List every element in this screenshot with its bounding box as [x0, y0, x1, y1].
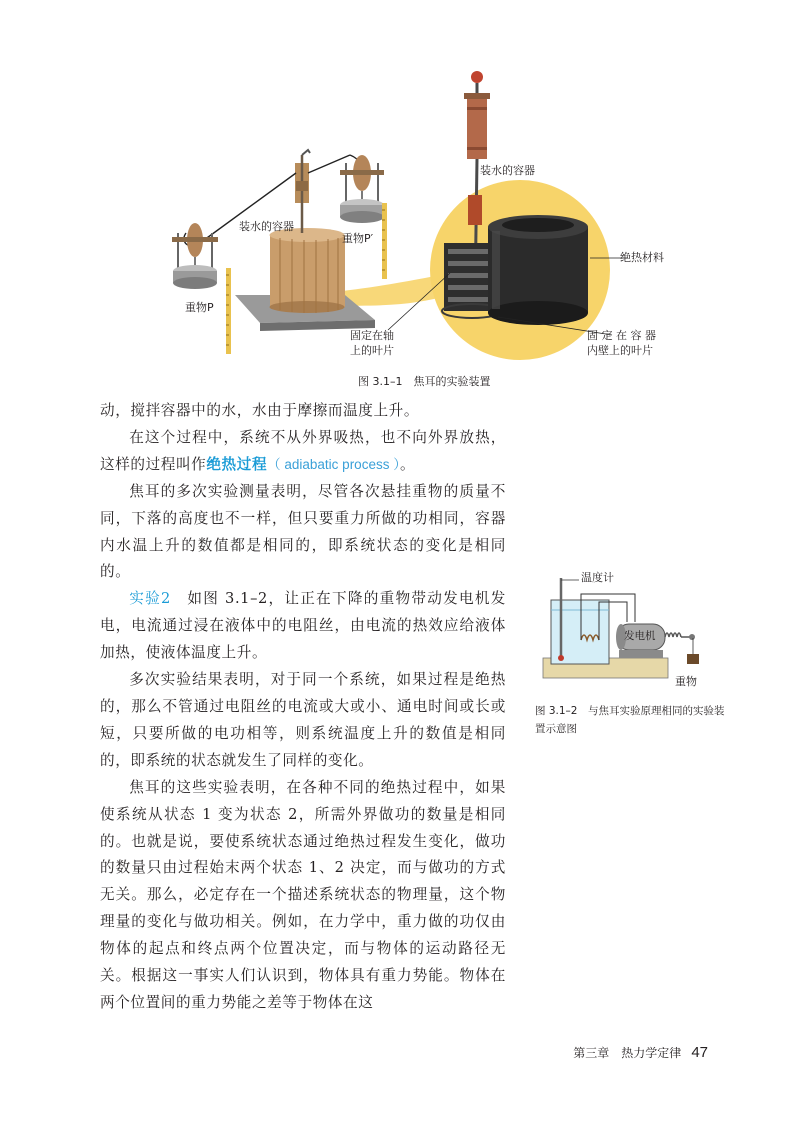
paragraph [100, 479, 506, 587]
paragraph [100, 586, 506, 667]
label-blades-wall-line2: 内壁上的叶片 [587, 344, 653, 357]
paragraph [100, 667, 506, 775]
paragraph-5-text: 多次实验结果表明，对于同一个系统，如果过程是绝热的，那么不管通过电阻丝的电流或大或小、通电时间或长或短，只要所做的电功相等，则系统温度上升的数值是相同的，即系统的状态就发生了同样的变化。 [100, 671, 506, 769]
body-text [100, 398, 506, 1017]
term-english: （ adiabatic process ） [267, 456, 400, 472]
page-footer [573, 1044, 708, 1061]
label-water-container-left: 装水的容器 [239, 220, 294, 233]
paragraph [100, 398, 506, 425]
label-insulation: 绝热材料 [620, 251, 664, 264]
label-blades-axis-line1: 固定在轴 [350, 329, 394, 342]
label-weight-p-prime: 重物P′ [342, 232, 374, 245]
chapter-title: 第三章 热力学定律 [573, 1046, 682, 1060]
paragraph-1-text: 动，搅拌容器中的水，水由于摩擦而温度上升。 [100, 402, 420, 419]
figure1-caption: 图 3.1–1 焦耳的实验装置 [358, 375, 491, 388]
paragraph-3-text: 焦耳的多次实验测量表明，尽管各次悬挂重物的质量不同，下落的高度也不一样，但只要重力所做的功相同，容器内水温上升的数值都是相同的，即系统状态的变化是相同的。 [100, 482, 506, 581]
figure-generator-apparatus [535, 566, 715, 696]
paragraph [100, 775, 506, 1017]
page-number: 47 [691, 1044, 708, 1061]
label-blades-axis-line2: 上的叶片 [350, 344, 394, 357]
experiment-label: 实验2 [129, 590, 171, 608]
label-water-container-right: 装水的容器 [480, 164, 535, 177]
paragraph [100, 425, 506, 479]
figure-joule-apparatus [150, 55, 710, 388]
label-blades-wall-line1: 固 定 在 容 器 [587, 329, 656, 342]
label-thermometer: 温度计 [581, 571, 614, 584]
term-adiabatic-process: 绝热过程 [206, 455, 268, 473]
paragraph-4-text: 如图 3.1–2，让正在下降的重物带动发电机发电，电流通过浸在液体中的电阻丝，由电流的热效应给液体加热，使液体温度上升。 [100, 590, 506, 662]
label-weight-p: 重物P [185, 301, 214, 314]
label-weight: 重物 [675, 675, 697, 688]
paragraph-2-text: 在这个过程中，系统不从外界吸热，也不向外界放热，这样的过程叫作 [100, 428, 506, 473]
label-generator: 发电机 [624, 630, 656, 642]
paragraph-2-end: 。 [399, 455, 416, 473]
paragraph-6-text: 焦耳的这些实验表明，在各种不同的绝热过程中，如果使系统从状态 1 变为状态 2，所需外界做功的数量是相同的。也就是说，要使系统状态通过绝热过程发生变化，做功的数量只由过程始末两个状态 1、2 决定，而与做功的方式无关。那么，必定存在一个描述系统状态的物理量，这个物理量的变化与做功相关。例如，在力学中，重力做的功仅由物体的起点和终点两个位置决定，而与物体的运动路径无关。根据这一事实人们认识到，物体具有重力势能。物体在两个位置间的重力势能之差等于物体在这 [100, 778, 506, 1011]
figure2-caption: 图 3.1–2 与焦耳实验原理相同的实验装置示意图 [535, 705, 725, 735]
